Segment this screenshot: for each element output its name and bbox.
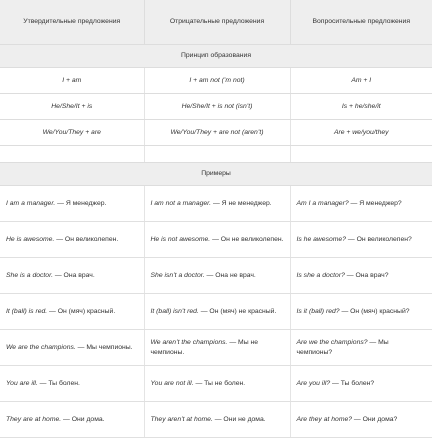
example-row — [0, 402, 432, 438]
section-row-examples — [0, 163, 432, 186]
example-english: He is not awesome. — [150, 235, 211, 243]
example-english: I am not a manager. — [150, 199, 212, 207]
header-interrogative: Вопросительные предложения — [290, 0, 432, 45]
example-cell — [144, 186, 290, 222]
example-russian: — Я менеджер. — [55, 199, 107, 207]
example-english: She isn’t a doctor. — [150, 271, 205, 279]
example-cell — [0, 258, 144, 294]
formation-row — [0, 94, 432, 120]
formation-cell: We/You/They + are — [0, 120, 144, 146]
example-row — [0, 258, 432, 294]
example-english: He is awesome. — [6, 235, 55, 243]
formation-cell: We/You/They + are not (aren’t) — [144, 120, 290, 146]
section-title-formation: Принцип образования — [0, 45, 432, 68]
formation-cell: Are + we/you/they — [290, 120, 432, 146]
formation-cell: He/She/It + is — [0, 94, 144, 120]
example-russian: — Мы чемпионы? — [296, 338, 389, 356]
example-cell — [144, 294, 290, 330]
example-english: Is he awesome? — [296, 235, 346, 243]
example-russian: — Он (мяч) красный? — [339, 307, 410, 315]
formation-cell: Is + he/she/it — [290, 94, 432, 120]
example-english: Are you ill? — [296, 379, 331, 387]
example-cell — [290, 294, 432, 330]
formation-cell: Am + I — [290, 68, 432, 94]
example-cell — [290, 258, 432, 294]
example-english: Is it (ball) red? — [296, 307, 340, 315]
example-row — [0, 294, 432, 330]
example-english: They are at home. — [6, 415, 62, 423]
example-russian: — Он (мяч) не красный. — [198, 307, 277, 315]
example-english: They aren’t at home. — [150, 415, 213, 423]
spacer-row — [0, 146, 432, 163]
example-row — [0, 186, 432, 222]
example-english: We are the champions. — [6, 343, 76, 351]
example-english: You are ill. — [6, 379, 38, 387]
example-english: She is a doctor. — [6, 271, 53, 279]
example-russian: — Ты болен. — [37, 379, 80, 387]
example-russian: — Мы чемпионы. — [75, 343, 133, 351]
example-cell — [144, 402, 290, 438]
example-cell — [144, 330, 290, 366]
example-row — [0, 366, 432, 402]
example-russian: — Она не врач. — [204, 271, 256, 279]
example-cell — [144, 222, 290, 258]
example-russian: — Я менеджер? — [348, 199, 402, 207]
section-row-formation — [0, 45, 432, 68]
example-cell — [0, 366, 144, 402]
example-cell — [290, 402, 432, 438]
example-english: Are we the champions? — [296, 338, 368, 346]
header-negative: Отрицательные предложения — [144, 0, 290, 45]
example-russian: — Он великолепен? — [346, 235, 412, 243]
example-russian: — Я не менеджер. — [211, 199, 272, 207]
example-cell — [0, 402, 144, 438]
example-english: You are not ill. — [150, 379, 194, 387]
example-cell — [144, 258, 290, 294]
example-cell — [0, 330, 144, 366]
example-cell — [0, 294, 144, 330]
example-cell — [290, 186, 432, 222]
example-cell — [144, 366, 290, 402]
example-english: We aren’t the champions. — [150, 338, 228, 346]
example-russian: — Они дома? — [352, 415, 398, 423]
example-russian: — Он не великолепен. — [210, 235, 284, 243]
example-cell — [0, 222, 144, 258]
example-english: It (ball) isn’t red. — [150, 307, 199, 315]
example-english: Am I a manager? — [296, 199, 349, 207]
header-row — [0, 0, 432, 45]
example-russian: — Ты болен? — [330, 379, 375, 387]
formation-row — [0, 68, 432, 94]
example-russian: — Они дома. — [61, 415, 105, 423]
example-cell — [0, 186, 144, 222]
example-russian: — Они не дома. — [212, 415, 266, 423]
example-row — [0, 222, 432, 258]
section-title-examples: Примеры — [0, 163, 432, 186]
header-affirmative: Утвердительные предложения — [0, 0, 144, 45]
example-english: I am a manager. — [6, 199, 56, 207]
formation-cell: I + am not (’m not) — [144, 68, 290, 94]
formation-row — [0, 120, 432, 146]
formation-cell: I + am — [0, 68, 144, 94]
formation-cell: He/She/It + is not (isn’t) — [144, 94, 290, 120]
example-english: It (ball) is red. — [6, 307, 48, 315]
example-russian: — Мы не чемпионы. — [150, 338, 258, 356]
example-russian: — Она врач? — [344, 271, 389, 279]
example-russian: — Она врач. — [52, 271, 95, 279]
example-cell — [290, 366, 432, 402]
example-english: Is she a doctor? — [296, 271, 345, 279]
example-russian: — Он (мяч) красный. — [47, 307, 116, 315]
example-english: Are they at home? — [296, 415, 353, 423]
example-cell — [290, 330, 432, 366]
example-cell — [290, 222, 432, 258]
example-russian: — Он великолепен. — [54, 235, 119, 243]
example-row — [0, 330, 432, 366]
example-russian: — Ты не болен. — [193, 379, 246, 387]
